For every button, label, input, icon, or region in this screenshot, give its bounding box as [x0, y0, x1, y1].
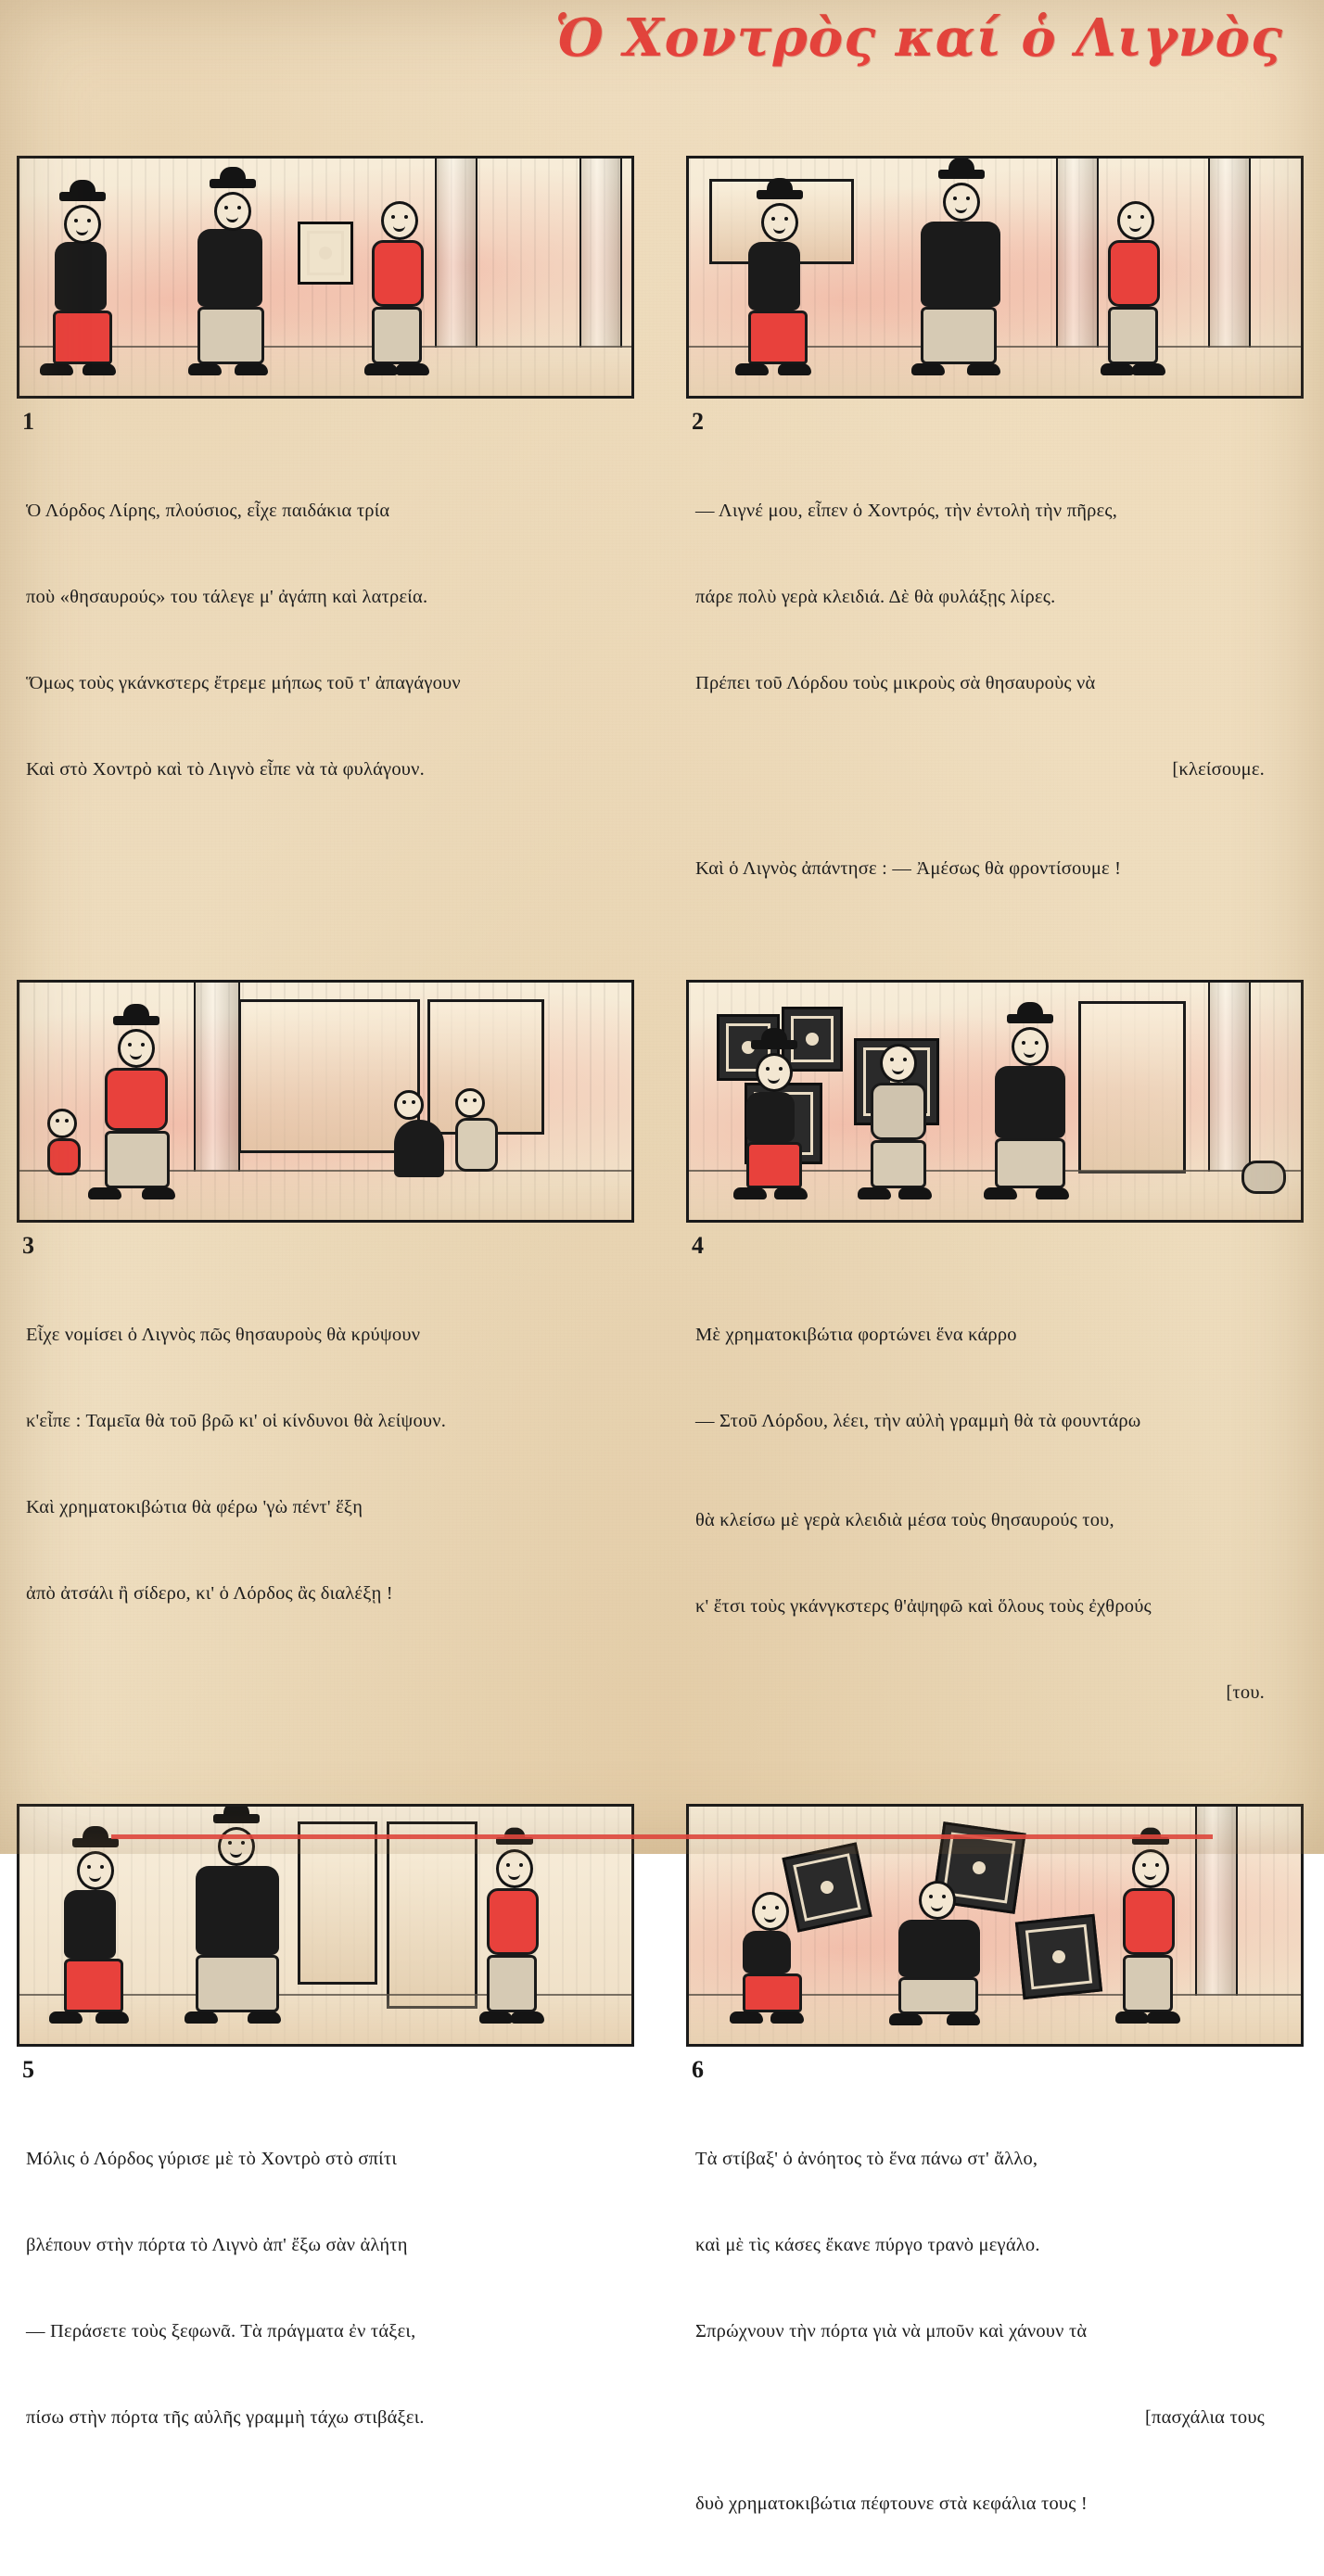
comic-cell-3	[17, 980, 638, 1765]
character-head	[218, 1827, 255, 1866]
mouth	[955, 206, 967, 213]
character-legs	[748, 311, 808, 364]
comic-cell-2	[686, 156, 1307, 941]
eye	[784, 217, 788, 221]
comic-cell-1	[17, 156, 638, 941]
character-legs	[871, 1140, 926, 1188]
character-legs	[372, 307, 422, 364]
door-decor	[387, 1821, 477, 2009]
eye	[56, 1119, 59, 1123]
eye	[1142, 1863, 1146, 1867]
character-torso	[197, 229, 262, 307]
character-stan	[51, 205, 112, 364]
eye	[771, 217, 775, 221]
character-torso	[995, 1066, 1065, 1138]
eye	[404, 215, 408, 219]
character-torso	[55, 242, 107, 311]
mouth	[230, 1850, 242, 1858]
character-legs	[487, 1955, 537, 2012]
eye	[412, 1100, 415, 1104]
eye	[1022, 1041, 1025, 1045]
caption-line: — Περάσετε τοὺς ξεφωνᾶ. Τὰ πράγματα ἐν τάξει,	[26, 2321, 416, 2341]
eye	[65, 1119, 69, 1123]
character-ollie	[921, 183, 1000, 364]
column-decor	[579, 159, 622, 348]
caption-line: θὰ κλείσω μὲ γερὰ κλειδιὰ μέσα τοὺς θησαυρούς του,	[695, 1510, 1114, 1530]
door-decor	[298, 1821, 377, 1985]
character-head	[761, 203, 798, 242]
bowler-hat-icon	[751, 1040, 797, 1049]
shoe	[770, 2011, 804, 2024]
eye	[237, 206, 241, 209]
character-head	[381, 201, 418, 240]
comic-panel-3	[17, 980, 634, 1223]
caption-line: καὶ μὲ τὶς κάσες ἔκανε πύργο τρανὸ μεγάλο.	[695, 2235, 1040, 2255]
comic-panel-1	[17, 156, 634, 399]
shoe	[235, 363, 268, 375]
document-prop	[298, 222, 353, 285]
caption-line: κ' ἔτσι τοὺς γκάνγκστερς θ'ἀψηφῶ καὶ ὅλους τοὺς ἐχθρούς	[695, 1596, 1152, 1617]
character-torso	[47, 1138, 81, 1175]
panel-caption	[17, 439, 638, 842]
character-head	[455, 1088, 485, 1118]
shoe	[967, 363, 1000, 375]
eye	[391, 215, 395, 219]
eye	[464, 1098, 467, 1102]
eye	[966, 197, 970, 200]
column-decor	[1056, 159, 1099, 348]
shoe	[889, 2013, 923, 2025]
mouth	[76, 228, 88, 235]
page-title: Ὁ Χοντρὸς καί ὁ Λιγνὸς	[554, 7, 1283, 69]
character-stan	[748, 203, 808, 364]
panel-number: 6	[692, 2056, 704, 2083]
mouth	[393, 224, 405, 232]
eye	[1155, 1863, 1159, 1867]
mouth	[1144, 1872, 1156, 1880]
panel-caption	[686, 2087, 1307, 2576]
row-spacer	[0, 1765, 1324, 1804]
caption-line: Ὅμως τοὺς γκάνκστερς ἔτρεμε μήπως τοῦ τ' ἀπαγάγουν	[26, 673, 461, 693]
panel-number: 3	[22, 1232, 34, 1259]
caption-line: Καὶ ὁ Λιγνὸς ἀπάντησε : — Ἀμέσως θὰ φροντίσουμε !	[695, 858, 1122, 879]
comic-panel-2	[686, 156, 1304, 399]
eye	[402, 1100, 406, 1104]
eye	[128, 1043, 132, 1047]
mouth	[764, 1915, 776, 1922]
panel-number: 2	[692, 408, 704, 435]
shoe	[733, 1187, 767, 1199]
character-head	[752, 1892, 789, 1931]
character-legs	[746, 1142, 802, 1188]
character-torso	[394, 1120, 444, 1177]
bowler-hat-icon	[72, 1838, 119, 1847]
eye	[762, 1906, 766, 1910]
character-legs	[1123, 1955, 1173, 2012]
shoe	[1132, 363, 1165, 375]
eye	[942, 1895, 946, 1898]
caption-line: Ὁ Λόρδος Λίρης, πλούσιος, εἶχε παιδάκια τρία	[26, 501, 390, 521]
character-head	[214, 192, 251, 231]
bowler-hat-icon	[213, 1814, 260, 1823]
eye	[241, 1841, 245, 1845]
mouth	[931, 1904, 943, 1911]
character-legs	[1108, 307, 1158, 364]
caption-line-runover: [του.	[1226, 1682, 1265, 1703]
shoe	[858, 1187, 891, 1199]
comic-row-1	[0, 156, 1324, 941]
character-lord	[372, 201, 424, 364]
shoe	[735, 363, 769, 375]
eye	[473, 1098, 477, 1102]
character-head	[1117, 201, 1154, 240]
eye	[1127, 215, 1131, 219]
character-torso	[746, 1092, 795, 1142]
eye	[87, 219, 91, 222]
character-torso	[743, 1931, 791, 1973]
eye	[890, 1058, 894, 1061]
shoe	[911, 363, 945, 375]
character-torso	[487, 1888, 539, 1955]
comic-cell-4	[686, 980, 1307, 1765]
column-decor	[194, 983, 240, 1172]
eye	[228, 1841, 232, 1845]
character-torso	[196, 1866, 279, 1955]
character-ollie	[196, 1827, 279, 2012]
character-torso	[1123, 1888, 1175, 1955]
column-decor	[435, 159, 477, 348]
column-decor	[1208, 159, 1251, 348]
dog-body	[1241, 1161, 1286, 1194]
mouth	[892, 1067, 904, 1074]
shoe	[185, 2011, 218, 2024]
bowler-hat-icon	[938, 170, 985, 179]
comic-cell-6	[686, 1804, 1307, 2576]
shoe	[364, 363, 398, 375]
panel-caption	[17, 2087, 638, 2490]
character-bystander	[394, 1090, 444, 1177]
mouth	[1129, 224, 1141, 232]
character-legs	[921, 307, 997, 364]
shoe	[49, 2011, 83, 2024]
character-head	[756, 1053, 793, 1092]
caption-line: πίσω στὴν πόρτα τῆς αὐλῆς γραμμὴ τάχω στιβάξει.	[26, 2407, 425, 2428]
caption-line: Μὲ χρηματοκιβώτια φορτώνει ἕνα κάρρο	[695, 1325, 1017, 1345]
comic-panel-6	[686, 1804, 1304, 2047]
eye	[74, 219, 78, 222]
eye	[519, 1863, 523, 1867]
character-bystander	[455, 1088, 498, 1172]
eye	[903, 1058, 907, 1061]
character-head	[64, 205, 101, 244]
caption-line: Σπρώχνουν τὴν πόρτα γιὰ νὰ μποῦν καὶ χάνουν τὰ	[695, 2321, 1088, 2341]
character-ollie-fallen	[898, 1881, 980, 2014]
character-torso	[64, 1890, 116, 1959]
character-legs	[743, 1973, 802, 2012]
character-head	[394, 1090, 424, 1120]
character-head	[880, 1044, 917, 1083]
shoe	[947, 2013, 980, 2025]
panel-caption	[686, 1263, 1307, 1765]
mouth	[508, 1872, 520, 1880]
shoe	[1101, 363, 1134, 375]
mouth	[226, 215, 238, 222]
safe-box	[1015, 1914, 1102, 2000]
character-stan-running	[105, 1029, 170, 1188]
caption-line: Πρέπει τοῦ Λόρδου τοὺς μικροὺς σὰ θησαυροὺς νὰ	[695, 673, 1096, 693]
shop-window	[238, 999, 420, 1153]
panel-number: 5	[22, 2056, 34, 2083]
panel-caption	[686, 439, 1307, 941]
footer-rule	[111, 1834, 1213, 1839]
character-lord	[1108, 201, 1160, 364]
eye	[775, 1906, 779, 1910]
panel-caption	[17, 1263, 638, 1666]
mouth	[89, 1874, 101, 1882]
shoe	[778, 363, 811, 375]
character-legs	[898, 1977, 978, 2014]
eye	[87, 1865, 91, 1869]
shoe	[1115, 2011, 1149, 2024]
caption-line: — Λιγνέ μου, εἶπεν ὁ Χοντρός, τὴν ἐντολὴ τὴν πῆρες,	[695, 501, 1118, 521]
character-head	[47, 1109, 77, 1138]
character-torso	[748, 242, 800, 311]
shoe	[479, 2011, 513, 2024]
character-head	[118, 1029, 155, 1068]
shoe	[774, 1187, 808, 1199]
character-head	[1012, 1027, 1049, 1066]
mouth	[768, 1076, 780, 1084]
eye	[766, 1067, 770, 1071]
comic-row-2	[0, 980, 1324, 1765]
caption-line: κ'εἶπε : Ταμεῖα θὰ τοῦ βρῶ κι' οἱ κίνδυνοι θὰ λείψουν.	[26, 1411, 447, 1431]
comic-panel-4	[686, 980, 1304, 1223]
character-stan-fallen	[743, 1892, 802, 2012]
bowler-hat-icon	[113, 1016, 159, 1025]
panel-number: 4	[692, 1232, 704, 1259]
comic-row-3	[0, 1804, 1324, 2576]
shoe	[95, 2011, 129, 2024]
character-head	[919, 1881, 956, 1920]
caption-line: δυὸ χρηματοκιβώτια πέφτουνε στὰ κεφάλια τους !	[695, 2494, 1088, 2514]
eye	[224, 206, 228, 209]
eye	[779, 1067, 783, 1071]
door-decor	[1078, 1001, 1186, 1174]
character-ollie	[197, 192, 264, 364]
character-lord	[487, 1849, 539, 2012]
caption-line: Τὰ στίβαξ' ὁ ἀνόητος τὸ ἕνα πάνω στ' ἄλλο,	[695, 2149, 1038, 2169]
shoe	[984, 1187, 1017, 1199]
shoe	[88, 1187, 121, 1199]
comic-cell-5	[17, 1804, 638, 2576]
character-legs	[196, 1955, 279, 2012]
character-stan	[746, 1053, 802, 1188]
shoe	[83, 363, 116, 375]
bowler-hat-icon	[1007, 1014, 1053, 1023]
shoe	[142, 1187, 175, 1199]
character-torso	[871, 1083, 926, 1140]
caption-line: Εἶχε νομίσει ὁ Λιγνὸς πῶς θησαυροὺς θὰ κρύψουν	[26, 1325, 421, 1345]
eye	[929, 1895, 933, 1898]
eye	[141, 1043, 145, 1047]
shoe	[40, 363, 73, 375]
shoe	[898, 1187, 932, 1199]
eye	[506, 1863, 510, 1867]
caption-line: Καὶ στὸ Χοντρὸ καὶ τὸ Λιγνὸ εἶπε νὰ τὰ φυλάγουν.	[26, 759, 425, 780]
caption-line: Μόλις ὁ Λόρδος γύρισε μὲ τὸ Χοντρὸ στὸ σπίτι	[26, 2149, 398, 2169]
shoe	[1147, 2011, 1180, 2024]
eye	[100, 1865, 104, 1869]
character-dog	[1241, 1161, 1286, 1194]
bowler-hat-icon	[210, 179, 256, 188]
panel-number: 1	[22, 408, 34, 435]
shoe	[188, 363, 222, 375]
row-spacer	[0, 941, 1324, 980]
caption-line: ἀπὸ ἀτσάλι ἢ σίδερο, κι' ὁ Λόρδος ἂς διαλέξῃ !	[26, 1583, 393, 1604]
character-torso	[1108, 240, 1160, 307]
mouth	[130, 1052, 142, 1060]
character-porter	[871, 1044, 926, 1188]
character-head	[1132, 1849, 1169, 1888]
caption-line-runover: [πασχάλια τους	[1145, 2407, 1265, 2428]
character-head	[77, 1851, 114, 1890]
caption-line: πάρε πολὺ γερὰ κλειδιά. Δὲ θὰ φυλάξῃς λίρες.	[695, 587, 1056, 607]
character-legs	[105, 1131, 170, 1188]
shoe	[1036, 1187, 1069, 1199]
shoe	[248, 2011, 281, 2024]
eye	[953, 197, 957, 200]
character-torso	[921, 222, 1000, 307]
column-decor	[1208, 983, 1251, 1172]
eye	[1035, 1041, 1038, 1045]
caption-line: — Στοῦ Λόρδου, λέει, τὴν αὐλὴ γραμμὴ θὰ τὰ φουντάρω	[695, 1411, 1141, 1431]
bowler-hat-icon	[59, 192, 106, 201]
character-stan	[64, 1851, 123, 2012]
caption-line: βλέπουν στὴν πόρτα τὸ Λιγνὸ ἀπ' ἔξω σὰν ἀλήτη	[26, 2235, 408, 2255]
bowler-hat-icon	[757, 190, 803, 199]
caption-line: ποὺ «θησαυρούς» του τάλεγε μ' ἀγάπη καὶ λατρεία.	[26, 587, 428, 607]
comic-panel-5	[17, 1804, 634, 2047]
character-legs	[53, 311, 112, 364]
character-torso	[105, 1068, 168, 1131]
shoe	[730, 2011, 763, 2024]
character-torso	[372, 240, 424, 307]
mouth	[773, 226, 785, 234]
character-legs	[64, 1959, 123, 2012]
character-child	[47, 1109, 81, 1175]
character-legs	[197, 307, 264, 364]
caption-line: Καὶ χρηματοκιβώτια θὰ φέρω 'γὼ πέντ' ἕξη	[26, 1497, 363, 1517]
mouth	[1024, 1050, 1036, 1058]
character-lord	[1123, 1849, 1175, 2012]
caption-line-runover: [κλείσουμε.	[1172, 759, 1265, 780]
character-torso	[898, 1920, 980, 1977]
character-head	[943, 183, 980, 222]
shoe	[511, 2011, 544, 2024]
shoe	[396, 363, 429, 375]
character-ollie	[995, 1027, 1065, 1188]
comic-grid	[0, 156, 1324, 2576]
eye	[1140, 215, 1144, 219]
character-head	[496, 1849, 533, 1888]
character-legs	[995, 1138, 1065, 1188]
character-torso	[455, 1118, 498, 1172]
